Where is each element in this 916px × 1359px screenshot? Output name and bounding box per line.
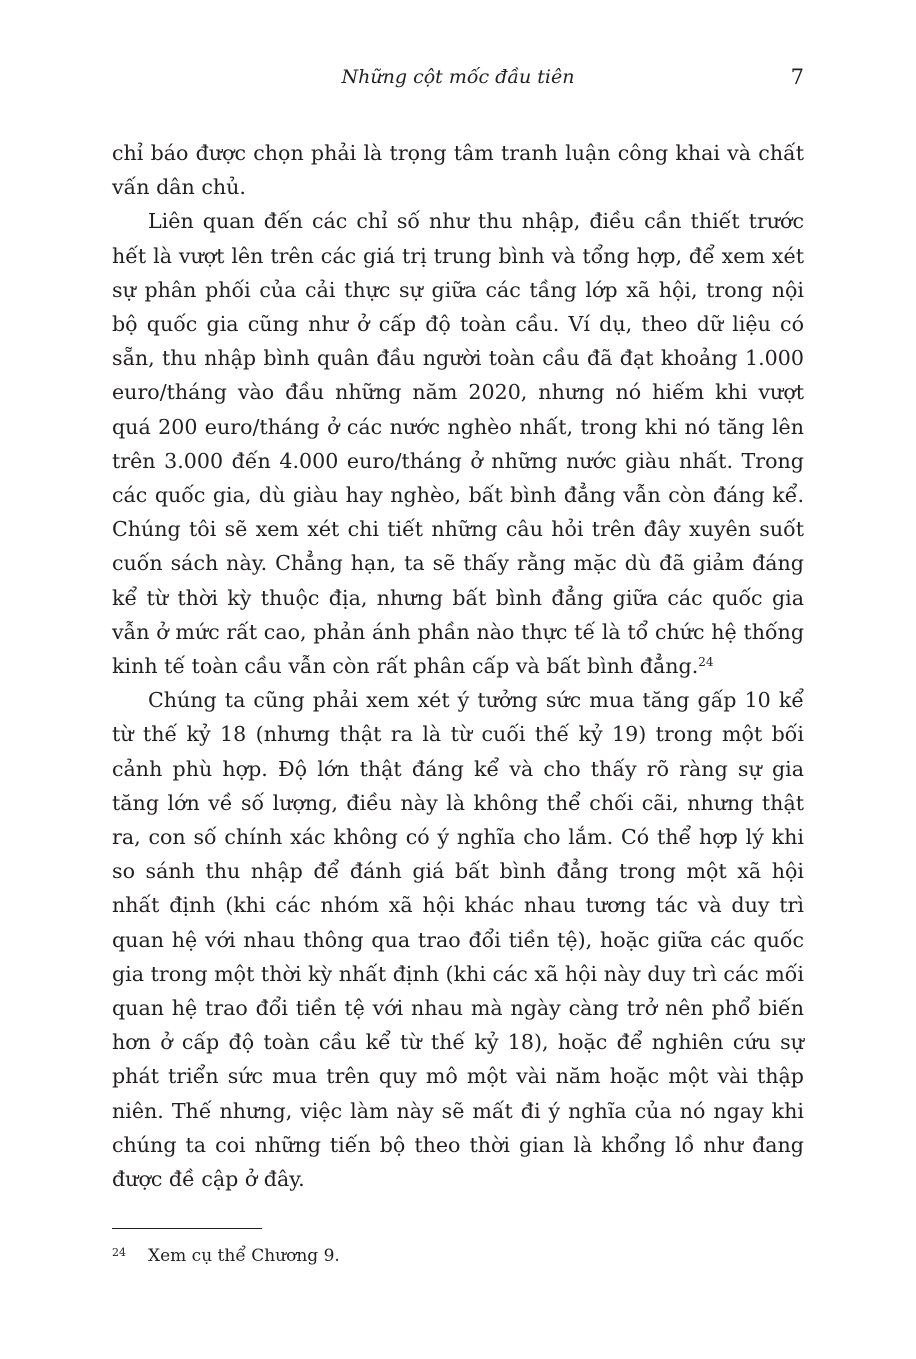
page-number: 7	[790, 65, 804, 89]
chapter-title: Những cột mốc đầu tiên	[341, 66, 575, 88]
footnote-text: Xem cụ thể Chương 9.	[148, 1246, 340, 1266]
paragraph-continuation	[112, 136, 804, 204]
paragraph-text: Liên quan đến các chỉ số như thu nhập, điều cần thiết trước hết là vượt lên trên các giá trị trung bình và tổng hợp, để xem xét sự phân phối của cải thực sự giữa các tầng lớp xã hội, trong nội bộ quốc gia cũng như ở cấp độ toàn cầu. Ví dụ, theo dữ liệu có sẵn, thu nhập bình quân đầu người toàn cầu đã đạt khoảng 1.000 euro/tháng vào đầu những năm 2020, nhưng nó hiếm khi vượt quá 200 euro/tháng ở các nước nghèo nhất, trong khi nó tăng lên trên 3.000 đến 4.000 euro/tháng ở những nước giàu nhất. Trong các quốc gia, dù giàu hay nghèo, bất bình đẳng vẫn còn đáng kể. Chúng tôi sẽ xem xét chi tiết những câu hỏi trên đây xuyên suốt cuốn sách này. Chẳng hạn, ta sẽ thấy rằng mặc dù đã giảm đáng kể từ thời kỳ thuộc địa, nhưng bất bình đẳng giữa các quốc gia vẫn ở mức rất cao, phản ánh phần nào thực tế là tổ chức hệ thống kinh tế toàn cầu vẫn còn rất phân cấp và bất bình đẳng.	[112, 209, 804, 679]
paragraph-income-distribution	[112, 204, 804, 683]
paragraph-text: chỉ báo được chọn phải là trọng tâm tranh luận công khai và chất vấn dân chủ.	[112, 141, 804, 200]
paragraph-text: Chúng ta cũng phải xem xét ý tưởng sức mua tăng gấp 10 kể từ thế kỷ 18 (nhưng thật ra là từ cuối thế kỷ 19) trong một bối cảnh phù hợp. Độ lớn thật đáng kể và cho thấy rõ ràng sự gia tăng lớn về số lượng, điều này là không thể chối cãi, nhưng thật ra, con số chính xác không có ý nghĩa cho lắm. Có thể hợp lý khi so sánh thu nhập để đánh giá bất bình đẳng trong một xã hội nhất định (khi các nhóm xã hội khác nhau tương tác và duy trì quan hệ với nhau thông qua trao đổi tiền tệ), hoặc giữa các quốc gia trong một thời kỳ nhất định (khi các xã hội này duy trì các mối quan hệ trao đổi tiền tệ với nhau mà ngày càng trở nên phổ biến hơn ở cấp độ toàn cầu kể từ thế kỷ 18), hoặc để nghiên cứu sự phát triển sức mua trên quy mô một vài năm hoặc một vài thập niên. Thế nhưng, việc làm này sẽ mất đi ý nghĩa của nó ngay khi chúng ta coi những tiến bộ theo thời gian là khổng lồ như đang được đề cập ở đây.	[112, 688, 804, 1192]
footnote: 24 Xem cụ thể Chương 9.	[112, 1246, 340, 1266]
paragraph-purchasing-power	[112, 683, 804, 1196]
running-header	[112, 62, 804, 92]
footnote-divider	[112, 1228, 262, 1229]
footnote-reference[interactable]: 24	[698, 654, 714, 669]
body-text	[112, 136, 804, 1196]
